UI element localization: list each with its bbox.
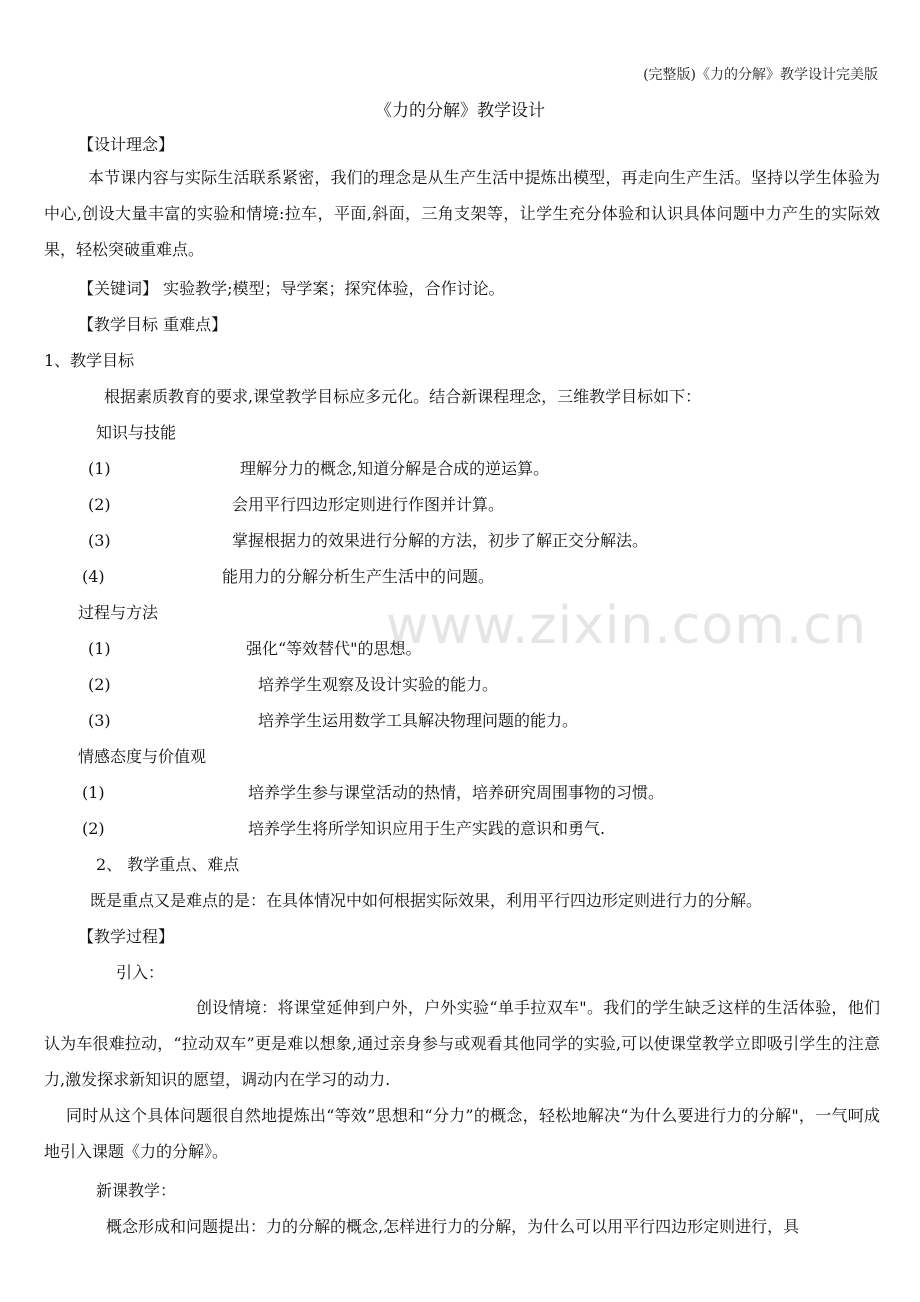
concept-text: 概念形成和问题提出：力的分解的概念,怎样进行力的分解，为什么可以用平行四边形定则进行，具 [106,1217,800,1236]
design-concept-heading: 【设计理念】 [78,135,175,154]
process-item-text: 强化“等效替代"的思想。 [246,639,422,658]
knowledge-heading: 知识与技能 [96,423,177,442]
watermark: www.zixin.com.cn [386,596,867,656]
goals-subheading: 1、教学目标 [44,351,135,370]
knowledge-item-num: (4) [82,567,105,586]
knowledge-item-text: 能用力的分解分析生产生活中的问题。 [222,567,495,586]
emotion-item-num: (2) [82,819,105,838]
emotion-item-text: 培养学生将所学知识应用于生产实践的意识和勇气. [248,819,606,838]
process-item-text: 培养学生运用数学工具解决物理问题的能力。 [258,711,579,730]
process-item-num: (2) [88,675,111,694]
emotion-item-num: (1) [82,783,105,802]
process-item-text: 培养学生观察及设计实验的能力。 [258,675,499,694]
design-concept-text: 本节课内容与实际生活联系紧密，我们的理念是从生产生活中提炼出模型，再走向生产生活。坚持以学生体验为中心,创设大量丰富的实验和情境:拉车，平面,斜面，三角支架等，让学生充分体验和认识具体问题中力产生的实际效果，轻松突破重难点。 [44,168,880,259]
new-lesson-label: 新课教学： [96,1181,177,1200]
knowledge-item-num: (1) [88,459,111,478]
header-note: (完整版)《力的分解》教学设计完美版 [643,67,878,83]
process-item-num: (1) [88,639,111,658]
focus-text: 既是重点又是难点的是：在具体情况中如何根据实际效果，利用平行四边形定则进行力的分解。 [90,891,763,910]
goals-intro: 根据素质教育的要求,课堂教学目标应多元化。结合新课程理念，三维教学目标如下： [104,387,702,406]
knowledge-item-num: (3) [88,531,111,550]
knowledge-item-text: 会用平行四边形定则进行作图并计算。 [232,495,505,514]
knowledge-item-text: 掌握根据力的效果进行分解的方法，初步了解正交分解法。 [232,531,649,550]
intro-label: 引入： [116,963,165,982]
process-item-num: (3) [88,711,111,730]
teaching-process-heading: 【教学过程】 [78,927,175,946]
intro-text: 创设情境：将课堂延伸到户外，户外实验“单手拉双车"。我们的学生缺乏这样的生活体验，他们认为车很难拉动，“拉动双车”更是难以想象,通过亲身参与或观看其他同学的实验,可以使课堂教学立即吸引学生的注意力,激发探求新知识的愿望，调动内在学习的动力. [44,998,880,1089]
goals-heading: 【教学目标 重难点】 [78,315,228,334]
focus-subheading: 2、 教学重点、难点 [96,855,240,874]
keywords-line: 【关键词】 实验教学;模型；导学案；探究体验，合作讨论。 [78,279,505,298]
intro-text-2: 同时从这个具体问题很自然地提炼出“等效”思想和“分力”的概念，轻松地解决“为什么要进行力的分解"，一气呵成地引入课题《力的分解》。 [44,1106,880,1161]
document-title: 《力的分解》教学设计 [375,101,545,121]
process-heading: 过程与方法 [78,603,159,622]
emotion-item-text: 培养学生参与课堂活动的热情，培养研究周围事物的习惯。 [248,783,665,802]
emotion-heading: 情感态度与价值观 [78,747,207,766]
knowledge-item-num: (2) [88,495,111,514]
knowledge-item-text: 理解分力的概念,知道分解是合成的逆运算。 [240,459,550,478]
